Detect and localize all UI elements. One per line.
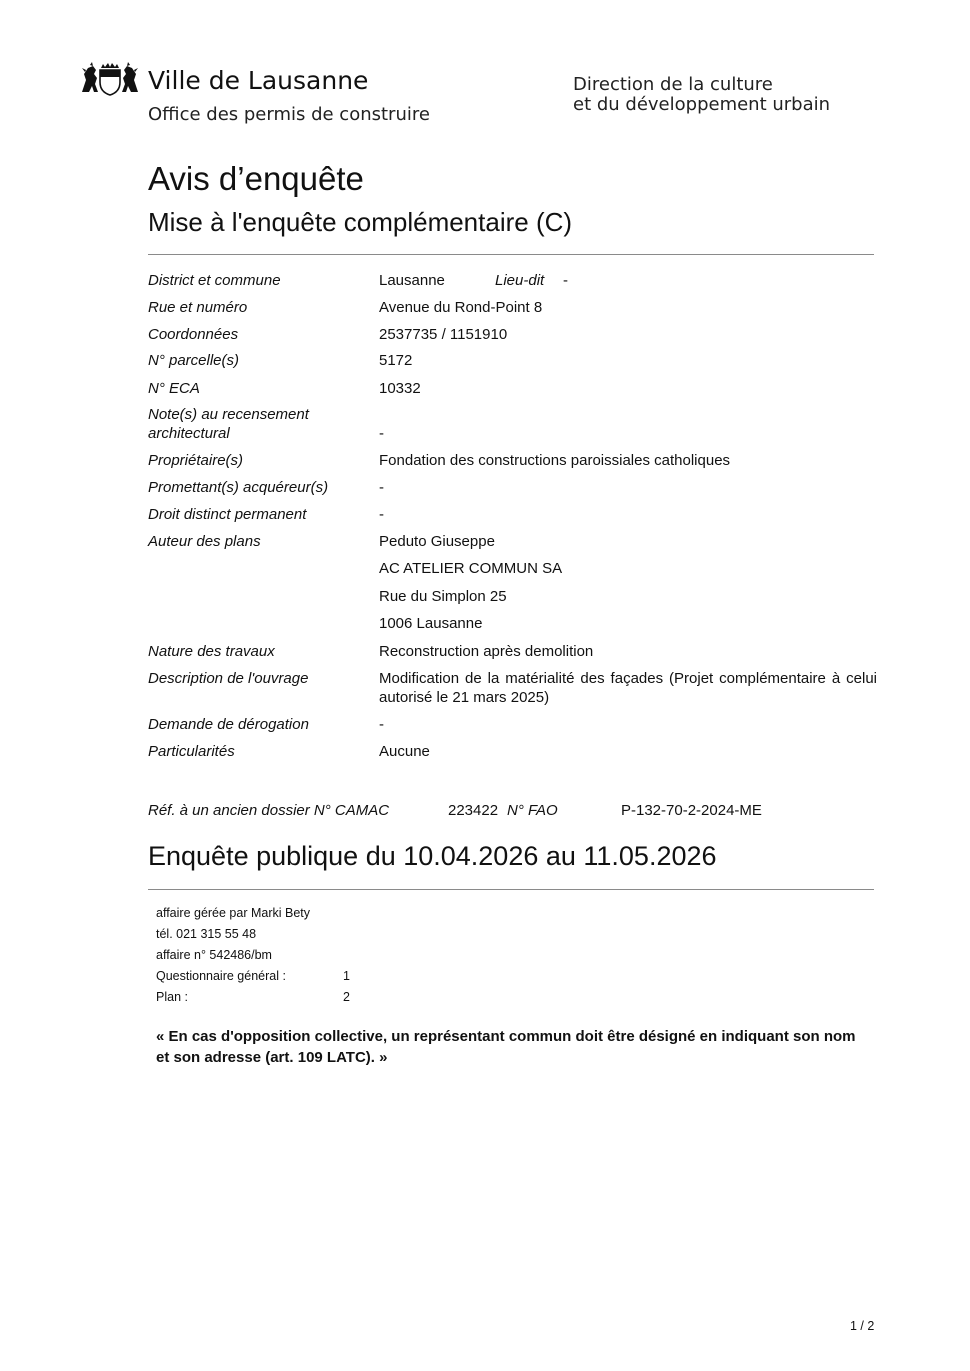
- particularites-value: Aucune: [379, 743, 430, 760]
- auteur-label: Auteur des plans: [148, 533, 261, 550]
- coordinates-label: Coordonnées: [148, 326, 239, 343]
- proprietaire-label: Propriétaire(s): [148, 452, 244, 469]
- droit-value: -: [379, 506, 384, 523]
- coordinates-value: 2537735 / 1151910: [379, 326, 508, 343]
- eca-label: N° ECA: [148, 380, 200, 397]
- recensement-label-line1: Note(s) au recensement: [148, 406, 309, 423]
- office-name: Office des permis de construire: [148, 104, 430, 125]
- recensement-label-line2: architectural: [148, 425, 230, 442]
- auteur-line-1: Peduto Giuseppe: [379, 533, 495, 550]
- parcelle-label: N° parcelle(s): [148, 352, 240, 369]
- direction-line-2: et du développement urbain: [573, 94, 831, 115]
- eca-value: 10332: [379, 380, 421, 397]
- nature-value: Reconstruction après demolition: [379, 643, 594, 660]
- derogation-label: Demande de dérogation: [148, 716, 309, 733]
- city-name: Ville de Lausanne: [148, 66, 369, 95]
- auteur-line-2: AC ATELIER COMMUN SA: [379, 560, 563, 577]
- lieu-dit-value: -: [563, 272, 568, 289]
- derogation-value: -: [379, 716, 384, 733]
- plan-value: 2: [343, 990, 350, 1004]
- auteur-line-3: Rue du Simplon 25: [379, 588, 507, 605]
- description-label: Description de l'ouvrage: [148, 670, 309, 687]
- lausanne-coat-of-arms-logo: [80, 62, 140, 96]
- title-divider: [148, 254, 874, 255]
- opposition-note: « En cas d'opposition collective, un représentant commun doit être désigné en indiquant son nom et son adresse (art. 109 LATC). »: [156, 1028, 856, 1066]
- lieu-dit-label: Lieu-dit: [495, 272, 545, 289]
- affaire-number: affaire n° 542486/bm: [156, 948, 272, 962]
- enquete-period: Enquête publique du 10.04.2026 au 11.05.2026: [148, 841, 717, 871]
- enquete-divider: [148, 889, 874, 890]
- nature-label: Nature des travaux: [148, 643, 275, 660]
- telephone: tél. 021 315 55 48: [156, 927, 257, 941]
- fao-label: N° FAO: [507, 802, 558, 819]
- questionnaire-label: Questionnaire général :: [156, 969, 286, 983]
- droit-label: Droit distinct permanent: [148, 506, 307, 523]
- page-number: 1 / 2: [850, 1319, 875, 1333]
- direction-name: [573, 75, 830, 115]
- camac-label: Réf. à un ancien dossier N° CAMAC: [148, 802, 390, 819]
- page-title: Avis d’enquête: [148, 160, 364, 197]
- page-subtitle: Mise à l'enquête complémentaire (C): [148, 207, 573, 237]
- direction-line-1: Direction de la culture: [573, 74, 773, 95]
- particularites-label: Particularités: [148, 743, 235, 760]
- proprietaire-value: Fondation des constructions paroissiales catholiques: [379, 452, 731, 469]
- auteur-line-4: 1006 Lausanne: [379, 615, 483, 632]
- district-value: Lausanne: [379, 272, 445, 289]
- rue-value: Avenue du Rond-Point 8: [379, 299, 543, 316]
- recensement-value: -: [379, 425, 384, 442]
- promettant-value: -: [379, 479, 384, 496]
- parcelle-value: 5172: [379, 352, 413, 369]
- plan-label: Plan :: [156, 990, 188, 1004]
- camac-value: 223422: [448, 802, 499, 819]
- questionnaire-value: 1: [343, 969, 350, 983]
- promettant-label: Promettant(s) acquéreur(s): [148, 479, 329, 496]
- managed-by: affaire gérée par Marki Bety: [156, 906, 311, 920]
- district-label: District et commune: [148, 272, 281, 289]
- description-value: Modification de la matérialité des façades (Projet complémentaire à celui autorisé le 21 mars 2025): [379, 670, 877, 706]
- fao-value: P-132-70-2-2024-ME: [621, 802, 762, 819]
- rue-label: Rue et numéro: [148, 299, 248, 316]
